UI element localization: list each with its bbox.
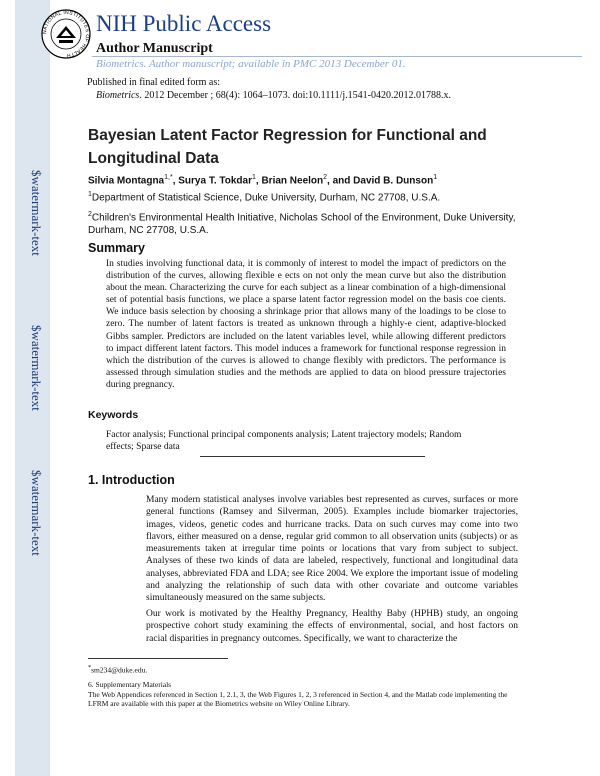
footnote-divider: [88, 658, 228, 659]
author-name: David B. Dunson: [353, 175, 434, 187]
header-title: NIH Public Access: [96, 11, 272, 36]
paper-title: Bayesian Latent Factor Regression for Functional and Longitudinal Data: [88, 127, 487, 167]
author-name: Silvia Montagna: [88, 175, 165, 187]
author-name: Surya T. Tokdar: [178, 175, 252, 187]
published-note: Published in final edited form as:: [87, 77, 221, 88]
watermark-text: $watermark-text: [29, 170, 44, 256]
watermark-text: $watermark-text: [29, 325, 44, 411]
watermark-text: $watermark-text: [29, 470, 44, 556]
section-divider: [200, 456, 425, 457]
footnote-supplementary: [88, 680, 528, 709]
affiliation: $^1$Department of Statistical Science, Duke University, Durham, NC 27708, U.S.A.: [88, 191, 441, 204]
author-list: Silvia Montagna$^{1,*}$, Surya T. Tokdar$^1$, Brian Neelon$^2$, and David B. Dunson$^1$: [88, 174, 438, 187]
introduction-heading: 1. Introduction: [88, 473, 175, 487]
nih-logo: [40, 8, 91, 64]
intro-paragraph: Many modern statistical analyses involve variables best represented as curves, surfaces or more general functions (Ramsey and Silverman, 2005). Examples include biomarker trajectories, images, videos, genetic codes and hurricane tracks. Data on such curves may come into two flavors, either measured on a dense, regular grid common to all observation units (subjects) or as measurements taken at irregular time points or locations that vary from subject to subject. Analyses of these two kinds of data are labeled, respectively, functional and longitudinal data analyses, abbreviated FDA and LDA; see Rice 2004. We explore the important issue of modeling and analyzing the relationship of such data with other covariate and outcome variables simultaneously measured on the same subjects.: [146, 495, 518, 604]
journal-name: Biometrics: [96, 90, 140, 101]
manuscript-status: Biometrics. Author manuscript; available in PMC 2013 December 01.: [96, 58, 406, 70]
summary-heading: Summary: [88, 241, 145, 255]
header-subtitle: Author Manuscript: [96, 41, 213, 56]
supplementary-text: The Web Appendices referenced in Section 1, 2.1, 3, the Web Figures 1, 2, 3 referenced in Section 4, and the Matlab code implementing the LFRM are available with this paper at the Biometrics website on Wiley Online Library.: [88, 689, 508, 708]
svg-text:NATIONAL INSTITUTES OF HEALTH: NATIONAL INSTITUTES OF HEALTH: [41, 9, 91, 59]
citation: [96, 90, 451, 101]
supplementary-heading: 6. Supplementary Materials: [88, 680, 172, 689]
intro-paragraph: Our work is motivated by the Healthy Pregnancy, Healthy Baby (HPHB) study, an ongoing prospective cohort study examining the effects of environmental, social, and host factors on racial disparities in pregnancy outcomes. Specifically, we want to characterize the: [146, 609, 518, 644]
citation-details: . 2012 December ; 68(4): 1064–1073. doi:10.1111/j.1541-0420.2012.01788.x.: [139, 90, 451, 101]
footnote-email: *sm234@duke.edu.: [88, 664, 148, 675]
keywords-heading: Keywords: [88, 409, 139, 421]
author-name: Brian Neelon: [261, 175, 324, 187]
summary-text: In studies involving functional data, it is commonly of interest to model the impact of predictors on the distribution of the curves, allowing flexible e ects on not only the mean curve but also the distribution about the mean. Characterizing the curve for each subject as a linear combination of a high-dimensional set of potential basis functions, we place a sparse latent factor regression model on the basis coe cients. We induce basis selection by choosing a shrinkage prior that allows many of the loadings to be close to zero. The number of latent factors is treated as unknown through a highly-e cient, adaptive-blocked Gibbs sampler. Predictors are included on the latent variables level, while allowing different predictors to impact different latent factors. This model induces a framework for functional response regression in which the distribution of the curves is allowed to change flexibly with predictors. The performance is assessed through simulation studies and the methods are applied to data on blood pressure trajectories during pregnancy.: [106, 259, 506, 390]
hhs-seal-icon: [40, 8, 92, 60]
keywords-text: Factor analysis; Functional principal components analysis; Latent trajectory models; Random effects; Sparse data: [106, 430, 462, 452]
affiliation: $^2$Children's Environmental Health Initiative, Nicholas School of the Environment, Duke University, Durham, NC 27708, U.S.A.: [88, 211, 516, 237]
